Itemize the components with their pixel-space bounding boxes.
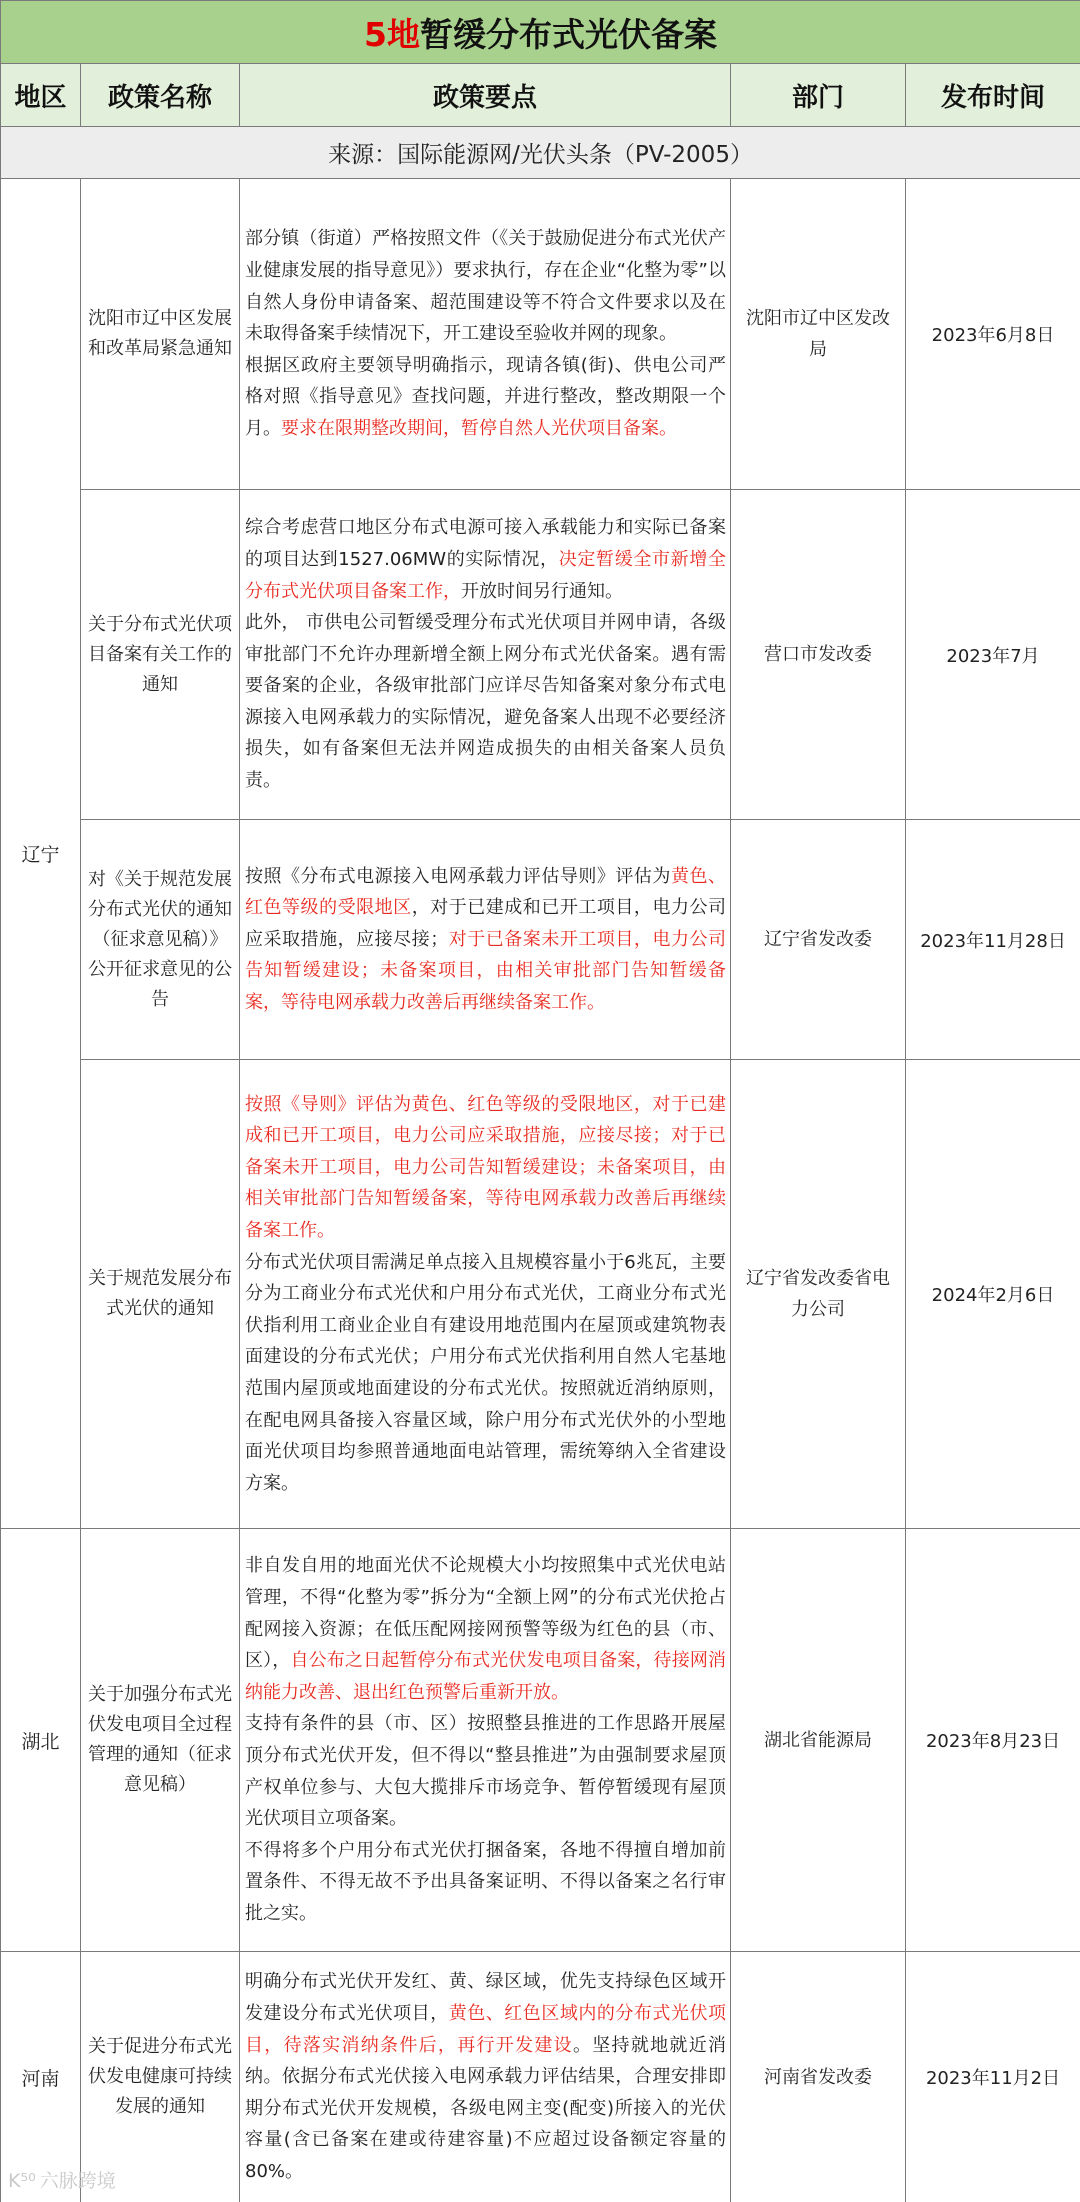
policy-paragraph: 不得将多个户用分布式光伏打捆备案，各地不得擅自增加前置条件、不得无故不予出具备案证明、不得以备案之名行审批之实。 (245, 1839, 726, 1924)
header-date: 发布时间 (906, 64, 1080, 127)
table-row (1, 1060, 1080, 1529)
header-points: 政策要点 (240, 64, 731, 127)
policy-name: 关于规范发展分布式光伏的通知 (81, 1060, 240, 1529)
table-row (1, 179, 1080, 490)
watermark (8, 2166, 116, 2193)
policy-paragraph: 根据区政府主要领导明确指示，现请各镇(街)、供电公司严格对照《指导意见》查找问题，并进行整改，整改期限一个月。要求在限期整改期间，暂停自然人光伏项目备案。 (245, 354, 726, 439)
table-row (1, 490, 1080, 820)
policy-paragraph: 按照《导则》评估为黄色、红色等级的受限地区，对于已建成和已开工项目，电力公司应采取措施，应接尽接；对于已备案未开工项目，电力公司告知暂缓建设；未备案项目，由相关审批部门告知暂缓备案，等待电网承载力改善后再继续备案工作。 (245, 1093, 726, 1242)
title-text: 暂缓分布式光伏备案 (420, 14, 718, 54)
policy-date: 2024年2月6日 (906, 1060, 1080, 1529)
policy-paragraph: 非自发自用的地面光伏不论规模大小均按照集中式光伏电站管理，不得“化整为零”拆分为“全额上网”的分布式光伏抢占配网接入资源；在低压配网接网预警等级为红色的县（市、区），自公布之日起暂停分布式光伏发电项目备案，待接网消纳能力改善、退出红色预警后重新开放。 (245, 1555, 727, 1703)
policy-paragraph: 部分镇（街道）严格按照文件（《关于鼓励促进分布式光伏产业健康发展的指导意见》）要求执行，存在企业“化整为零”以自然人身份申请备案、超范围建设等不符合文件要求以及在未取得备案手续情况下，开工建设至验收并网的现象。 (245, 228, 726, 345)
policy-dept: 营口市发改委 (731, 490, 906, 820)
highlight-text: 黄色、红色区域内的分布式光伏项目，待落实消纳条件后，再行开发建设 (245, 2003, 726, 2056)
highlight-text: 自公布之日起暂停分布式光伏发电项目备案，待接网消纳能力改善、退出红色预警后重新开放。 (245, 1650, 727, 1703)
table-row (1, 1529, 1080, 1952)
watermark-text: 六脉跨境 (39, 2170, 116, 2192)
policy-date: 2023年8月23日 (906, 1529, 1080, 1952)
policy-points (240, 1952, 731, 2202)
region-hubei: 湖北 (1, 1529, 81, 1952)
policy-dept: 沈阳市辽中区发改局 (731, 179, 906, 490)
policy-points (240, 179, 731, 490)
policy-name: 关于促进分布式光伏发电健康可持续发展的通知 (81, 1952, 240, 2202)
header-name: 政策名称 (81, 64, 240, 127)
policy-paragraph: 支持有条件的县（市、区）按照整县推进的工作思路开展屋顶分布式光伏开发，但不得以“整县推进”为由强制要求屋顶产权单位参与、大包大揽排斥市场竞争、暂停暂缓现有屋顶光伏项目立项备案。 (245, 1713, 726, 1830)
highlight-text: 对于已备案未开工项目，电力公司告知暂缓建设；未备案项目，由相关审批部门告知暂缓备案，等待电网承载力改善后再继续备案工作。 (245, 928, 727, 1013)
policy-name: 对《关于规范发展分布式光伏的通知（征求意见稿）》公开征求意见的公告 (81, 820, 240, 1060)
table-row (1, 1952, 1080, 2202)
policy-paragraph: 分布式光伏项目需满足单点接入且规模容量小于6兆瓦，主要分为工商业分布式光伏和户用分布式光伏，工商业分布式光伏指利用工商业企业自有建设用地范围内在屋顶或建筑物表面建设的分布式光伏；户用分布式光伏指利用自然人宅基地范围内屋顶或地面建设的分布式光伏。按照就近消纳原则，在配电网具备接入容量区域，除户用分布式光伏外的小型地面光伏项目均参照普通地面电站管理，需统筹纳入全省建设方案。 (245, 1251, 726, 1494)
region-henan: 河南 (1, 1952, 81, 2202)
policy-paragraph: 综合考虑营口地区分布式电源可接入承载能力和实际已备案的项目达到1527.06MW的实际情况，决定暂缓全市新增全分布式光伏项目备案工作，开放时间另行通知。 (245, 517, 726, 602)
page-title (1, 1, 1080, 64)
region-liaoning: 辽宁 (1, 179, 81, 1529)
policy-paragraph: 按照《分布式电源接入电网承载力评估导则》评估为黄色、红色等级的受限地区，对于已建成和已开工项目，电力公司应采取措施，应接尽接；对于已备案未开工项目，电力公司告知暂缓建设；未备案项目，由相关审批部门告知暂缓备案，等待电网承载力改善后再继续备案工作。 (245, 865, 727, 1013)
policy-date: 2023年7月 (906, 490, 1080, 820)
policy-points (240, 1529, 731, 1952)
header-row (1, 64, 1080, 127)
source-note: 来源：国际能源网/光伏头条（PV-2005） (1, 127, 1080, 179)
policy-points (240, 490, 731, 820)
policy-name: 沈阳市辽中区发展和改革局紧急通知 (81, 179, 240, 490)
policy-date: 2023年6月8日 (906, 179, 1080, 490)
header-dept: 部门 (731, 64, 906, 127)
policy-name: 关于分布式光伏项目备案有关工作的通知 (81, 490, 240, 820)
policy-date: 2023年11月28日 (906, 820, 1080, 1060)
policy-name: 关于加强分布式光伏发电项目全过程管理的通知（征求意见稿） (81, 1529, 240, 1952)
policy-paragraph: 明确分布式光伏开发红、黄、绿区域，优先支持绿色区域开发建设分布式光伏项目，黄色、红色区域内的分布式光伏项目，待落实消纳条件后，再行开发建设。坚持就地就近消纳。依据分布式光伏接入电网承载力评估结果，合理安排即期分布式光伏开发规模，各级电网主变(配变)所接入的光伏容量(含已备案在建或待建容量)不应超过设备额定容量的80%。 (245, 1971, 727, 2182)
policy-dept: 辽宁省发改委 (731, 820, 906, 1060)
highlight-text: 要求在限期整改期间，暂停自然人光伏项目备案。 (281, 417, 677, 439)
policy-points (240, 1060, 731, 1529)
watermark-logo-icon: K⁵⁰ (8, 2170, 36, 2192)
title-accent: 5地 (364, 14, 421, 54)
header-region: 地区 (1, 64, 81, 127)
policy-points (240, 820, 731, 1060)
policy-dept: 辽宁省发改委省电力公司 (731, 1060, 906, 1529)
policy-dept: 湖北省能源局 (731, 1529, 906, 1952)
policy-paragraph: 此外， 市供电公司暂缓受理分布式光伏项目并网申请，各级审批部门不允许办理新增全额上网分布式光伏备案。遇有需要备案的企业，各级审批部门应详尽告知备案对象分布式电源接入电网承载力的实际情况，避免备案人出现不必要经济损失，如有备案但无法并网造成损失的由相关备案人员负责。 (245, 612, 726, 792)
table-row (1, 820, 1080, 1060)
highlight-text: 黄色、红色等级的受限地区 (245, 865, 727, 919)
highlight-text: 决定暂缓全市新增全分布式光伏项目备案工作， (245, 548, 726, 602)
policy-date: 2023年11月2日 (906, 1952, 1080, 2202)
policy-dept: 河南省发改委 (731, 1952, 906, 2202)
